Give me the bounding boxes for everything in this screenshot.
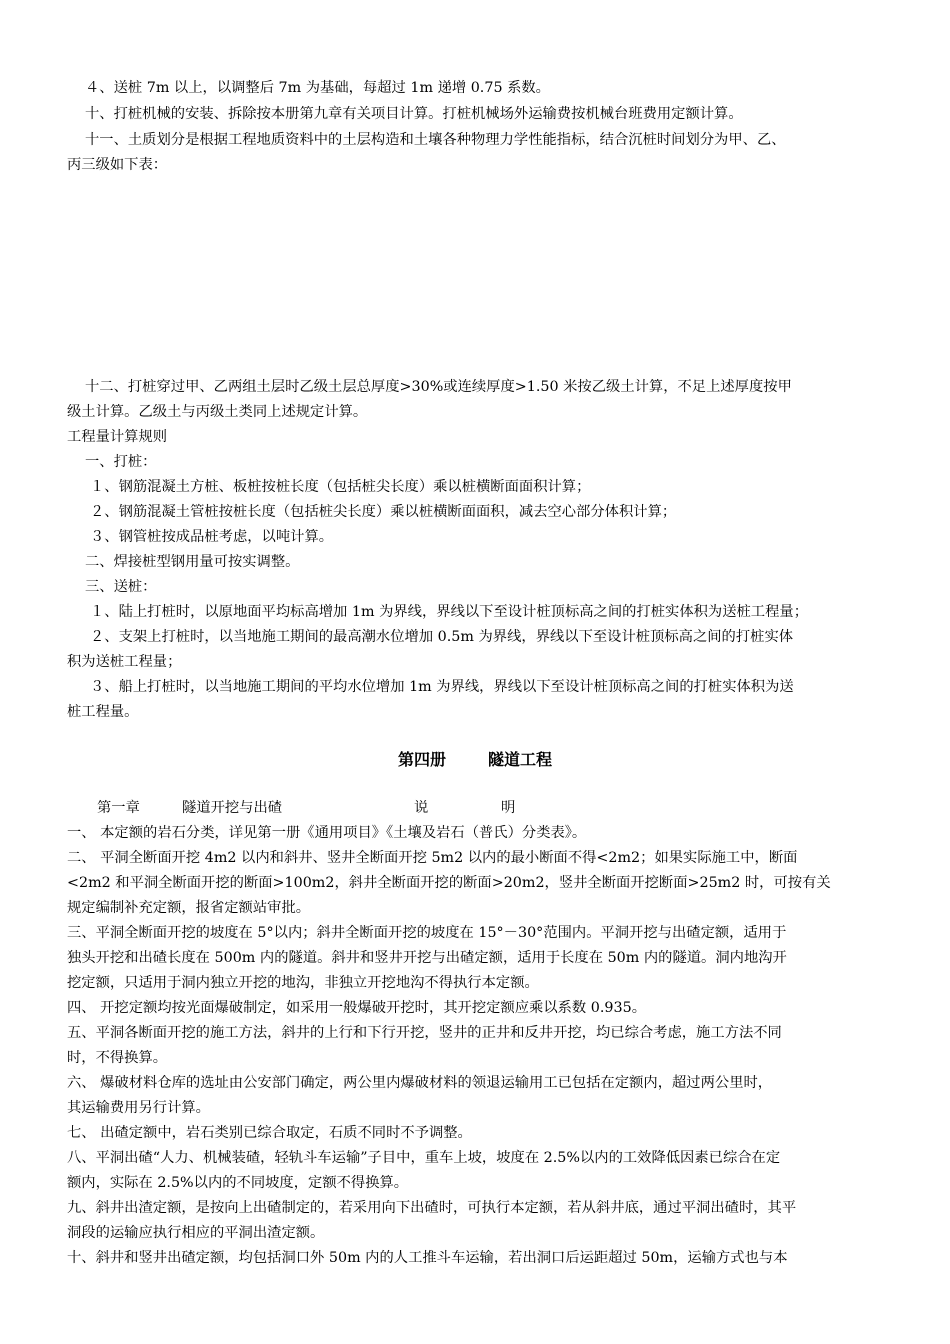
paragraph-line: 十二、打桩穿过甲、乙两组土层时乙级土层总厚度>30%或连续厚度>1.50 米按乙级土计算，不足上述厚度按甲 [85, 379, 792, 395]
paragraph-line: 其运输费用另行计算。 [67, 1100, 210, 1116]
paragraph-line: 十、斜井和竖井出碴定额，均包括洞口外 50m 内的人工推斗车运输，若出洞口后运距超过 50m，运输方式也与本 [67, 1250, 788, 1266]
book-number: 第四册 [397, 750, 446, 769]
paragraph-line: 十一、土质划分是根据工程地质资料中的土层构造和土壤各种物理力学性能指标，结合沉桩时间划分为甲、乙、 [85, 132, 786, 148]
paragraph-line: ２、钢筋混凝土管桩按桩长度（包括桩尖长度）乘以桩横断面面积，减去空心部分体积计算； [90, 504, 677, 520]
paragraph-line: 二、 平洞全断面开挖 4m2 以内和斜井、竖井全断面开挖 5m2 以内的最小断面不得<2m2；如果实际施工中，断面 [67, 850, 798, 866]
blank-table-area [67, 185, 885, 365]
paragraph-line: ３、船上打桩时，以当地施工期间的平均水位增加 1m 为界线，界线以下至设计桩顶标高之间的打桩实体积为送 [90, 679, 794, 695]
paragraph-line: 九、斜井出渣定额，是按向上出碴制定的，若采用向下出碴时，可执行本定额，若从斜井底，通过平洞出碴时，其平 [67, 1200, 797, 1216]
paragraph-line: 额内，实际在 2.5%以内的不同坡度，定额不得换算。 [67, 1175, 409, 1191]
paragraph-line: 五、平洞各断面开挖的施工方法，斜井的上行和下行开挖，竖井的正井和反井开挖，均已综合考虑，施工方法不同 [67, 1025, 782, 1041]
paragraph-line: 规定编制补充定额，报省定额站审批。 [67, 900, 311, 916]
paragraph-line: 三、平洞全断面开挖的坡度在 5°以内；斜井全断面开挖的坡度在 15°－30°范围内。平洞开挖与出碴定额，适用于 [67, 925, 787, 941]
paragraph-line: 八、平洞出碴“人力、机械装碴，轻轨斗车运输”子目中，重车上坡，坡度在 2.5%以内的工效降低因素已综合在定 [67, 1150, 781, 1166]
chapter-name: 隧道开挖与出碴 [182, 800, 283, 816]
paragraph-line: 级土计算。乙级土与丙级土类同上述规定计算。 [67, 404, 368, 420]
paragraph-line: 六、 爆破材料仓库的选址由公安部门确定，两公里内爆破材料的领退运输用工已包括在定额内，超过两公里时， [67, 1075, 773, 1091]
paragraph-line: １、陆上打桩时，以原地面平均标高增加 1m 为界线，界线以下至设计桩顶标高之间的打桩实体积为送桩工程量； [90, 604, 808, 620]
paragraph-line: 挖定额，只适用于洞内独立开挖的地沟，非独立开挖地沟不得执行本定额。 [67, 975, 539, 991]
paragraph-line: ３、钢管桩按成品桩考虑，以吨计算。 [90, 529, 334, 545]
chapter-label-ming: 明 [501, 800, 516, 816]
book-heading [0, 749, 950, 771]
paragraph-line: 洞段的运输应执行相应的平洞出渣定额。 [67, 1225, 325, 1241]
paragraph-line: 七、 出碴定额中，岩石类别已综合取定，石质不同时不予调整。 [67, 1125, 472, 1141]
paragraph-line: <2m2 和平洞全断面开挖的断面>100m2，斜井全断面开挖的断面>20m2，竖井全断面开挖断面>25m2 时，可按有关 [67, 875, 831, 891]
paragraph-line: １、钢筋混凝土方桩、板桩按桩长度（包括桩尖长度）乘以桩横断面面积计算； [90, 479, 591, 495]
chapter-number: 第一章 [97, 800, 140, 816]
paragraph-line: 积为送桩工程量； [67, 654, 182, 670]
paragraph-line: 十、打桩机械的安装、拆除按本册第九章有关项目计算。打桩机械场外运输费按机械台班费用定额计算。 [85, 106, 743, 122]
paragraph-line: 三、送桩： [85, 579, 157, 595]
paragraph-line: 二、焊接桩型钢用量可按实调整。 [85, 554, 300, 570]
paragraph-line: 一、 本定额的岩石分类，详见第一册《通用项目》《土壤及岩石（普氏）分类表》。 [67, 825, 587, 841]
paragraph-line: 时，不得换算。 [67, 1050, 168, 1066]
chapter-label-shuo: 说 [414, 800, 429, 816]
paragraph-line: 一、打桩： [85, 454, 157, 470]
paragraph-line: 四、 开挖定额均按光面爆破制定，如采用一般爆破开挖时，其开挖定额应乘以系数 0.935。 [67, 1000, 646, 1016]
section-heading: 工程量计算规则 [67, 429, 168, 445]
paragraph-line: 丙三级如下表： [67, 157, 168, 173]
book-title: 隧道工程 [488, 750, 553, 769]
paragraph-line: ４、送桩 7m 以上，以调整后 7m 为基础，每超过 1m 递增 0.75 系数。 [85, 80, 550, 96]
paragraph-line: ２、支架上打桩时，以当地施工期间的最高潮水位增加 0.5m 为界线，界线以下至设计桩顶标高之间的打桩实体 [90, 629, 794, 645]
paragraph-line: 独头开挖和出碴长度在 500m 内的隧道。斜井和竖井开挖与出碴定额，适用于长度在 50m 内的隧道。洞内地沟开 [67, 950, 787, 966]
paragraph-line: 桩工程量。 [67, 704, 139, 720]
